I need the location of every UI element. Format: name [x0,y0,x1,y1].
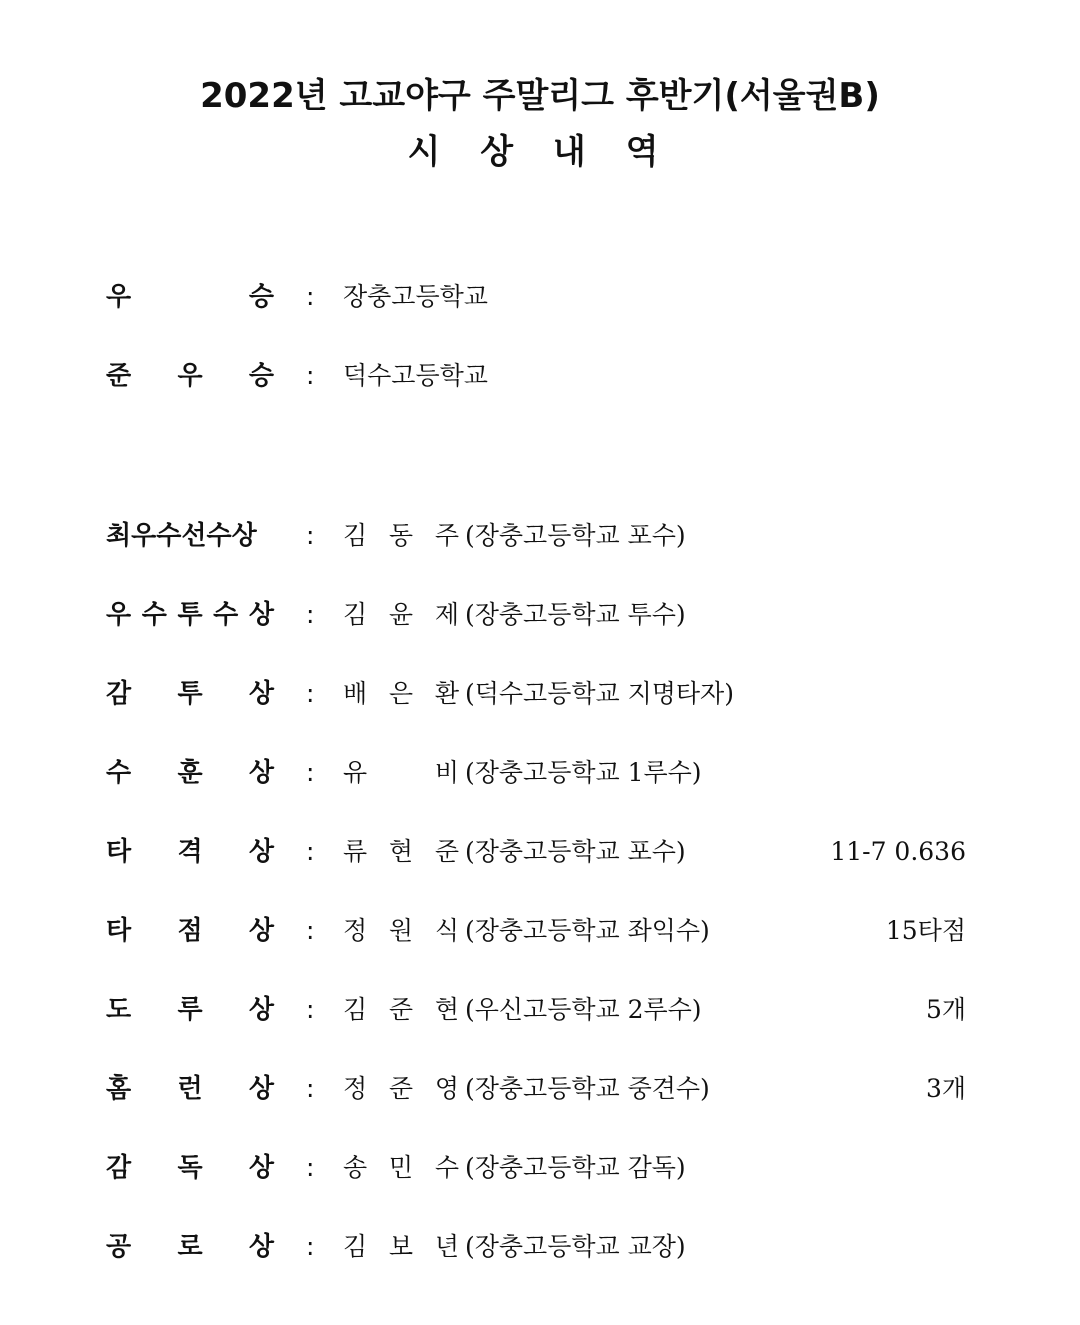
recipient-name-char: 환 [434,679,459,708]
award-label [106,990,274,1030]
award-label-char: 상 [248,995,274,1025]
recipient-name [343,832,459,872]
award-label [106,516,274,556]
colon-separator: : [306,1153,315,1182]
placement-school: 장충고등학교 [343,282,488,311]
award-label-char: 수 [141,600,167,630]
placement-label-char: 우 [106,282,132,312]
award-label-char: 상 [248,916,274,946]
award-label [106,674,274,714]
recipient-name-char: 준 [388,1074,414,1103]
recipient-name-char: 현 [434,995,459,1024]
recipient-name-char: 수 [434,1153,459,1182]
award-label-char: 루 [177,995,203,1025]
award-label-char: 상 [248,1232,274,1262]
recipient-name-char: 제 [434,600,459,629]
recipient-name-char: 윤 [388,600,414,629]
recipient-name [343,1148,459,1188]
colon-separator: : [306,282,315,311]
placement-label-char: 우 [177,361,203,391]
award-label-char: 상 [248,837,274,867]
award-label-char: 점 [177,916,203,946]
colon-separator: : [306,521,315,550]
recipient-name-char: 민 [388,1153,414,1182]
award-label [106,753,274,793]
colon-separator: : [306,1074,315,1103]
colon-separator: : [306,837,315,866]
recipient-name [343,674,459,714]
recipient-detail: (장충고등학교 교장) [465,1232,686,1261]
recipient-name [343,516,459,556]
award-row [0,1227,1080,1267]
recipient-name-char: 영 [434,1074,459,1103]
placement-label-char: 준 [106,361,132,391]
award-label [106,1148,274,1188]
award-label [106,1227,274,1267]
recipient-name [343,753,459,793]
recipient-name-char: 정 [343,916,368,945]
colon-separator: : [306,1232,315,1261]
award-label-char: 독 [177,1153,203,1183]
recipient-name [343,990,459,1030]
award-stat: 15타점 [885,916,966,945]
award-label-char: 상 [248,679,274,709]
award-label-char: 최우수선수상 [106,521,257,551]
award-label [106,595,274,635]
award-row [0,516,1080,556]
award-row [0,1148,1080,1188]
recipient-detail: (장충고등학교 좌익수) [465,916,710,945]
recipient-name-char: 김 [343,600,368,629]
award-row [0,674,1080,714]
recipient-name-char: 은 [388,679,414,708]
colon-separator: : [306,995,315,1024]
award-row [0,911,1080,951]
recipient-name-char: 년 [434,1232,459,1261]
recipient-name-char: 김 [343,1232,368,1261]
placement-row [0,356,1080,396]
award-label-char: 공 [106,1232,132,1262]
colon-separator: : [306,679,315,708]
recipient-name-char: 준 [434,837,459,866]
recipient-name-char: 동 [388,521,414,550]
award-label-char: 상 [248,600,274,630]
award-label-char: 상 [248,1074,274,1104]
award-label [106,1069,274,1109]
placement-label-char: 승 [248,361,274,391]
placement-label [106,277,274,317]
colon-separator: : [306,600,315,629]
recipient-name [343,595,459,635]
recipient-name [343,1227,459,1267]
award-label-char: 도 [106,995,132,1025]
award-row [0,832,1080,872]
recipient-detail: (우신고등학교 2루수) [465,995,702,1024]
recipient-name [343,1069,459,1109]
award-label [106,911,274,951]
recipient-name-char: 정 [343,1074,368,1103]
award-label-char: 수 [106,758,132,788]
award-label-char: 홈 [106,1074,132,1104]
placement-school: 덕수고등학교 [343,361,488,390]
recipient-name-char: 김 [343,995,368,1024]
award-label-char: 투 [177,600,203,630]
award-stat: 3개 [925,1074,966,1103]
recipient-detail: (장충고등학교 투수) [465,600,686,629]
placement-row [0,277,1080,317]
award-label-char: 우 [106,600,132,630]
award-label-char: 타 [106,837,132,867]
award-label-char: 런 [177,1074,203,1104]
recipient-detail: (덕수고등학교 지명타자) [465,679,734,708]
award-stat: 11-7 0.636 [830,837,966,866]
award-row [0,990,1080,1030]
award-label-char: 감 [106,679,132,709]
recipient-name-char: 주 [434,521,459,550]
document-title: 2022년 고교야구 주말리그 후반기(서울권B) [200,76,880,116]
recipient-detail: (장충고등학교 포수) [465,837,686,866]
recipient-detail: (장충고등학교 감독) [465,1153,686,1182]
award-label-char: 감 [106,1153,132,1183]
recipient-name-char: 김 [343,521,368,550]
recipient-name-char: 배 [343,679,368,708]
recipient-detail: (장충고등학교 1루수) [465,758,702,787]
colon-separator: : [306,361,315,390]
recipient-detail: (장충고등학교 중견수) [465,1074,710,1103]
recipient-name-char: 유 [343,758,368,787]
recipient-name-char: 원 [388,916,414,945]
colon-separator: : [306,916,315,945]
recipient-name-char: 송 [343,1153,368,1182]
award-label-char: 타 [106,916,132,946]
award-label-char: 훈 [177,758,203,788]
document-subtitle: 시 상 내 역 [407,132,673,172]
recipient-name-char: 비 [434,758,459,787]
award-label-char: 투 [177,679,203,709]
award-label-char: 상 [248,1153,274,1183]
award-stat: 5개 [925,995,966,1024]
placement-label-char: 승 [248,282,274,312]
colon-separator: : [306,758,315,787]
award-label-char: 격 [177,837,203,867]
recipient-name-char: 현 [388,837,414,866]
recipient-name-char: 준 [388,995,414,1024]
award-row [0,595,1080,635]
award-label [106,832,274,872]
award-row [0,1069,1080,1109]
recipient-name-char: 류 [343,837,368,866]
recipient-detail: (장충고등학교 포수) [465,521,686,550]
recipient-name-char: 식 [434,916,459,945]
recipient-name [343,911,459,951]
award-row [0,753,1080,793]
placement-label [106,356,274,396]
recipient-name-char: 보 [388,1232,414,1261]
award-label-char: 수 [213,600,239,630]
award-label-char: 상 [248,758,274,788]
award-label-char: 로 [177,1232,203,1262]
